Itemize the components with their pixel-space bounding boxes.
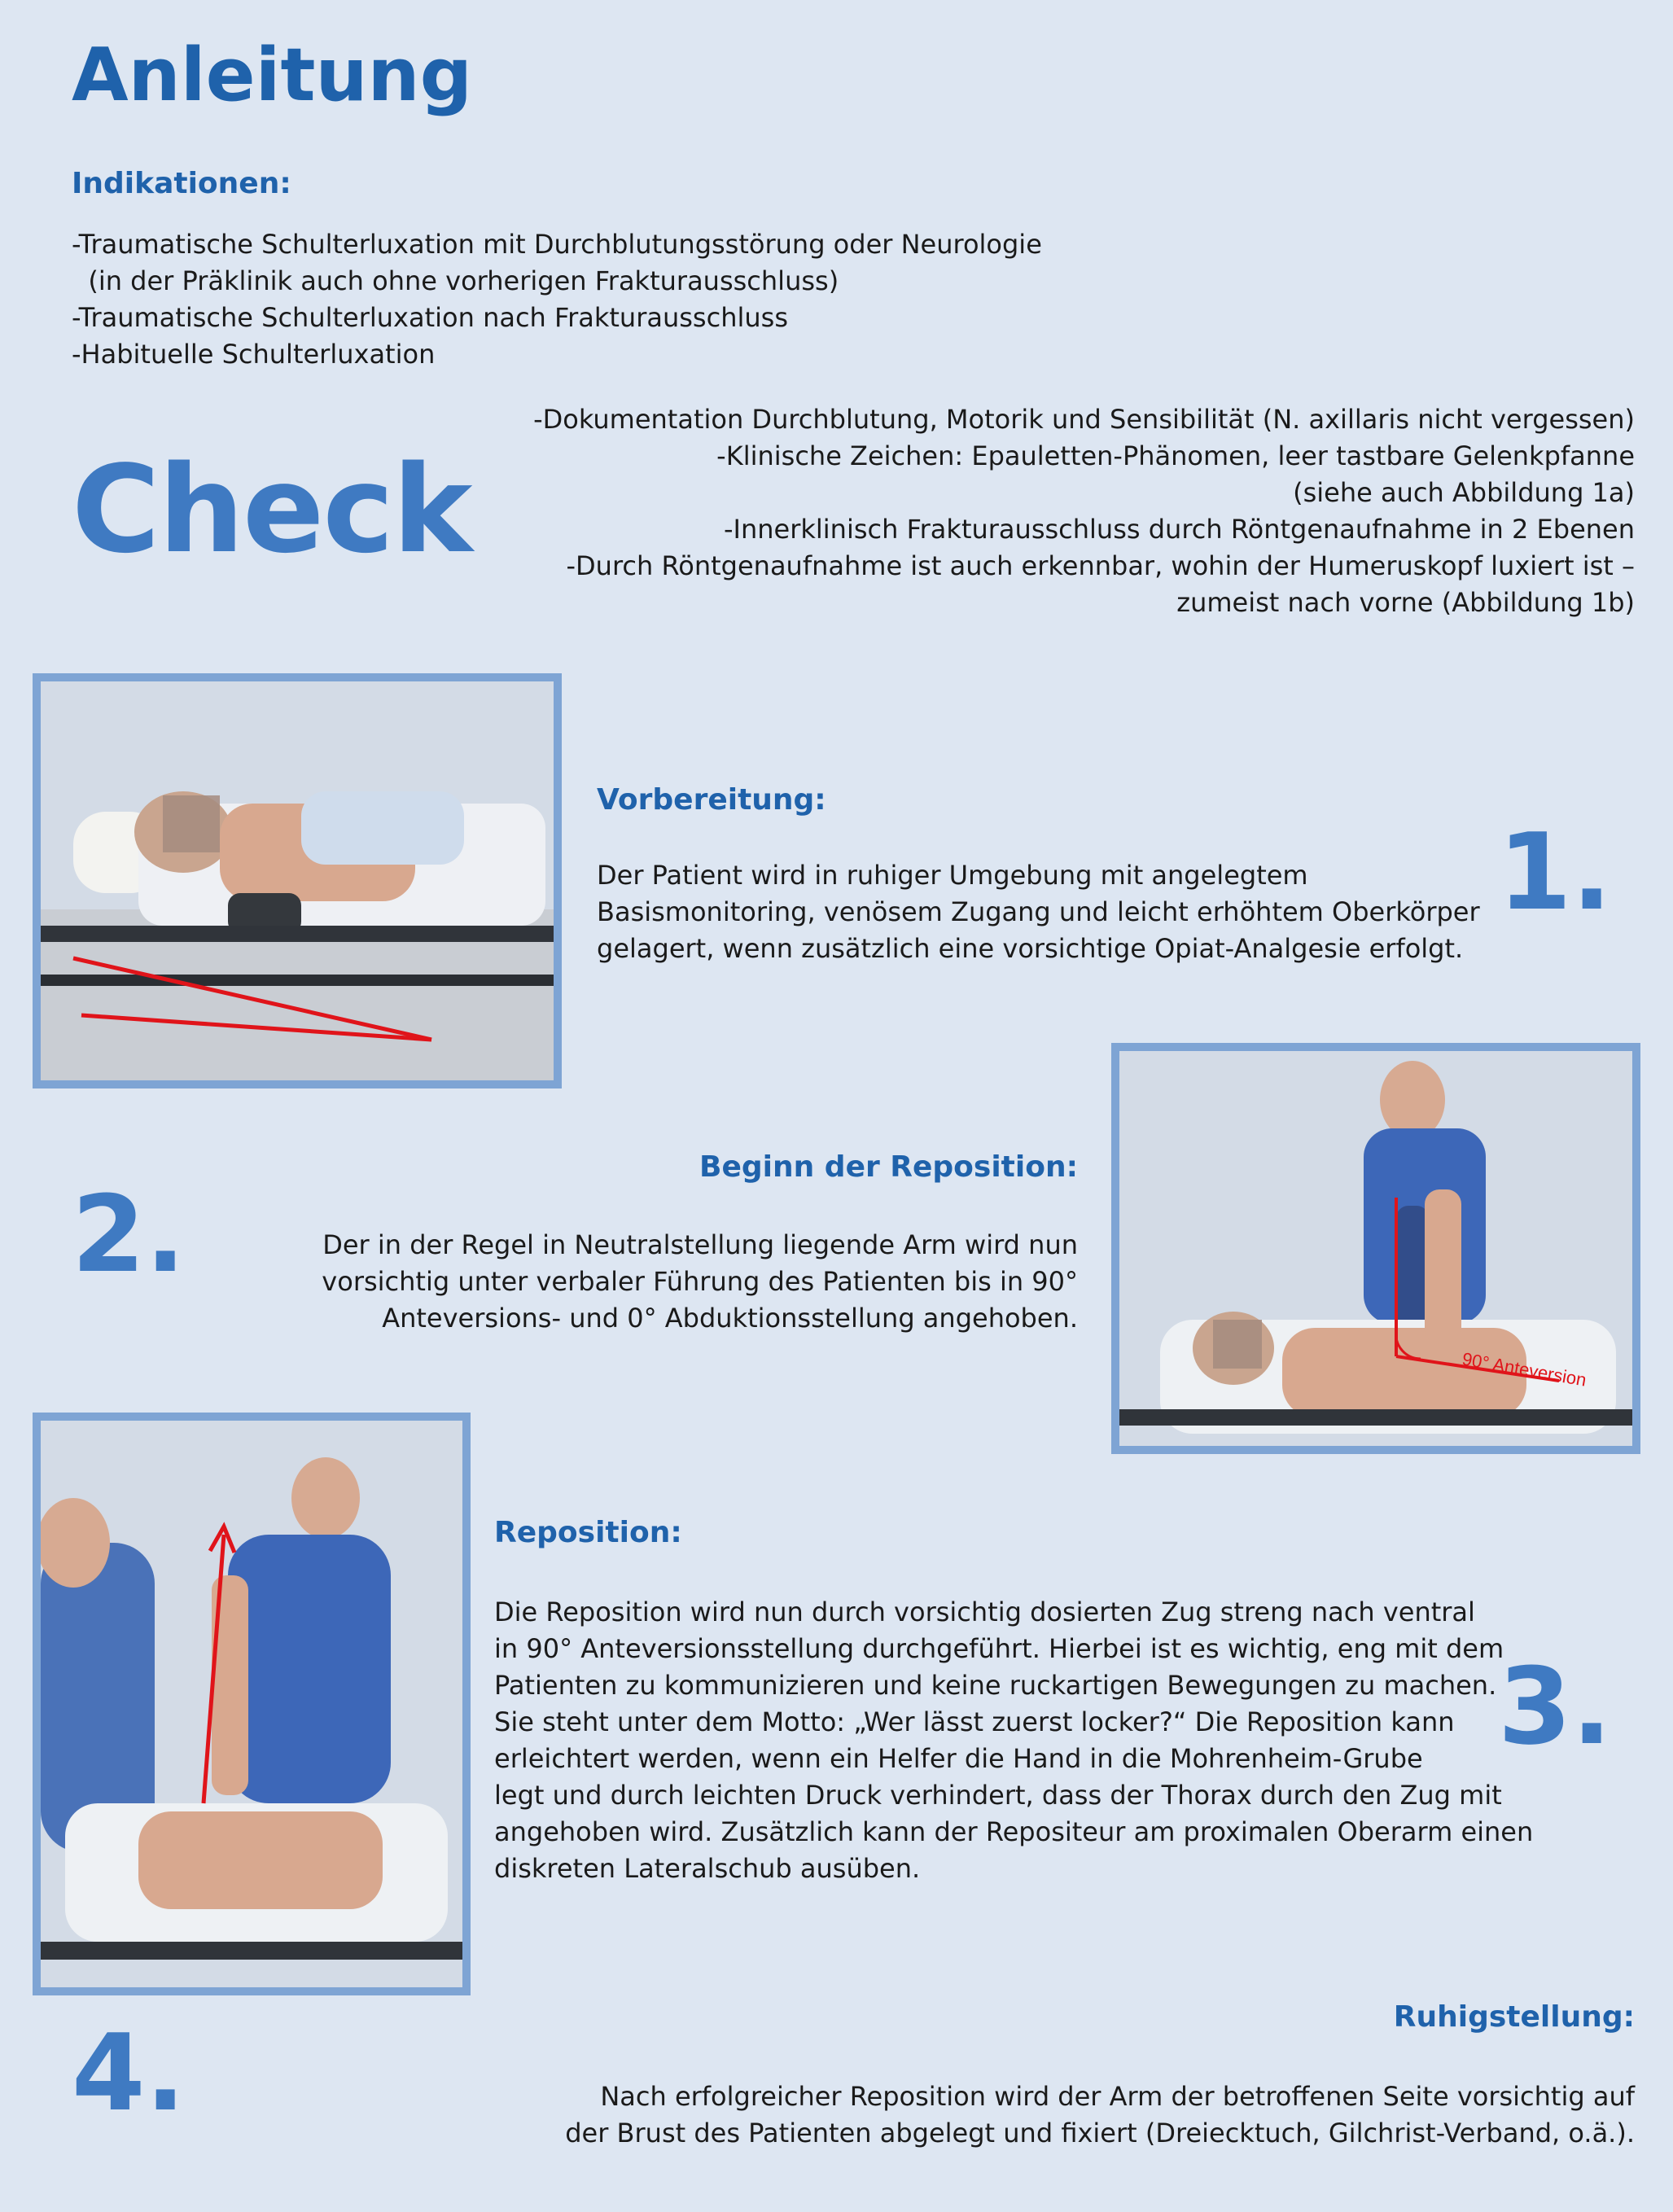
check-line: zumeist nach vorne (Abbildung 1b) bbox=[1176, 587, 1635, 618]
check-line: -Dokumentation Durchblutung, Motorik und Sensibilität (N. axillaris nicht vergessen) bbox=[533, 404, 1635, 435]
step4-text bbox=[407, 2078, 1635, 2152]
step1-line: Basismonitoring, venösem Zugang und leicht erhöhtem Oberkörper bbox=[597, 896, 1480, 927]
step3-line: legt und durch leichten Druck verhindert, dass der Thorax durch den Zug mit bbox=[494, 1780, 1502, 1811]
check-line: -Innerklinisch Frakturausschluss durch Röntgenaufnahme in 2 Ebenen bbox=[723, 514, 1635, 545]
step3-line: Die Reposition wird nun durch vorsichtig dosierten Zug streng nach ventral bbox=[494, 1597, 1475, 1627]
check-line: (siehe auch Abbildung 1a) bbox=[1293, 477, 1635, 508]
step1-line: Der Patient wird in ruhiger Umgebung mit angelegtem bbox=[597, 860, 1308, 891]
check-list bbox=[495, 401, 1635, 621]
photo-patient-lying bbox=[33, 673, 562, 1088]
indications-line: -Habituelle Schulterluxation bbox=[72, 339, 436, 370]
step1-line: gelagert, wenn zusätzlich eine vorsichtige Opiat-Analgesie erfolgt. bbox=[597, 933, 1464, 964]
step3-number: 3. bbox=[1498, 1645, 1612, 1768]
check-line: -Klinische Zeichen: Epauletten-Phänomen, leer tastbare Gelenkpfanne bbox=[716, 440, 1635, 471]
step2-heading: Beginn der Reposition: bbox=[699, 1150, 1078, 1184]
check-heading: Check bbox=[72, 440, 471, 580]
step4-heading: Ruhigstellung: bbox=[1393, 2000, 1635, 2034]
anteversion-label: 90° Anteversion bbox=[1461, 1348, 1588, 1391]
step3-text bbox=[494, 1594, 1533, 1887]
step2-line: vorsichtig unter verbaler Führung des Patienten bis in 90° bbox=[322, 1266, 1078, 1297]
step1-text bbox=[597, 857, 1480, 967]
step3-line: Sie steht unter dem Motto: „Wer lässt zuerst locker?“ Die Reposition kann bbox=[494, 1706, 1455, 1737]
check-line: -Durch Röntgenaufnahme ist auch erkennbar, wohin der Humeruskopf luxiert ist – bbox=[566, 550, 1635, 581]
step3-line: in 90° Anteversionsstellung durchgeführt. Hierbei ist es wichtig, eng mit dem bbox=[494, 1633, 1504, 1664]
step3-line: erleichtert werden, wenn ein Helfer die Hand in die Mohrenheim-Grube bbox=[494, 1743, 1423, 1774]
step4-line: der Brust des Patienten abgelegt und fixiert (Dreiecktuch, Gilchrist-Verband, o.ä.). bbox=[565, 2118, 1635, 2148]
photo-arm-anteversion bbox=[1111, 1043, 1640, 1454]
step4-number: 4. bbox=[72, 2011, 186, 2135]
indications-line: -Traumatische Schulterluxation mit Durchblutungsstörung oder Neurologie bbox=[72, 229, 1042, 260]
step3-line: diskreten Lateralschub ausüben. bbox=[494, 1853, 921, 1884]
page-title: Anleitung bbox=[72, 33, 473, 118]
step3-line: Patienten zu kommunizieren und keine ruckartigen Bewegungen zu machen. bbox=[494, 1670, 1497, 1701]
indications-heading: Indikationen: bbox=[72, 167, 291, 200]
step2-text bbox=[244, 1227, 1078, 1337]
photo-reposition-traction bbox=[33, 1413, 471, 1995]
step2-number: 2. bbox=[72, 1172, 186, 1296]
step1-heading: Vorbereitung: bbox=[597, 783, 826, 817]
step1-number: 1. bbox=[1498, 810, 1612, 934]
indications-line: (in der Präklinik auch ohne vorherigen Frakturausschluss) bbox=[72, 265, 839, 296]
step4-line: Nach erfolgreicher Reposition wird der Arm der betroffenen Seite vorsichtig auf bbox=[600, 2081, 1635, 2112]
step2-line: Anteversions- und 0° Abduktionsstellung angehoben. bbox=[382, 1303, 1078, 1334]
indications-line: -Traumatische Schulterluxation nach Frakturausschluss bbox=[72, 302, 788, 333]
step3-line: angehoben wird. Zusätzlich kann der Repositeur am proximalen Oberarm einen bbox=[494, 1816, 1534, 1847]
indications-list bbox=[72, 226, 1042, 373]
step2-line: Der in der Regel in Neutralstellung liegende Arm wird nun bbox=[322, 1229, 1078, 1260]
step3-heading: Reposition: bbox=[494, 1516, 682, 1549]
